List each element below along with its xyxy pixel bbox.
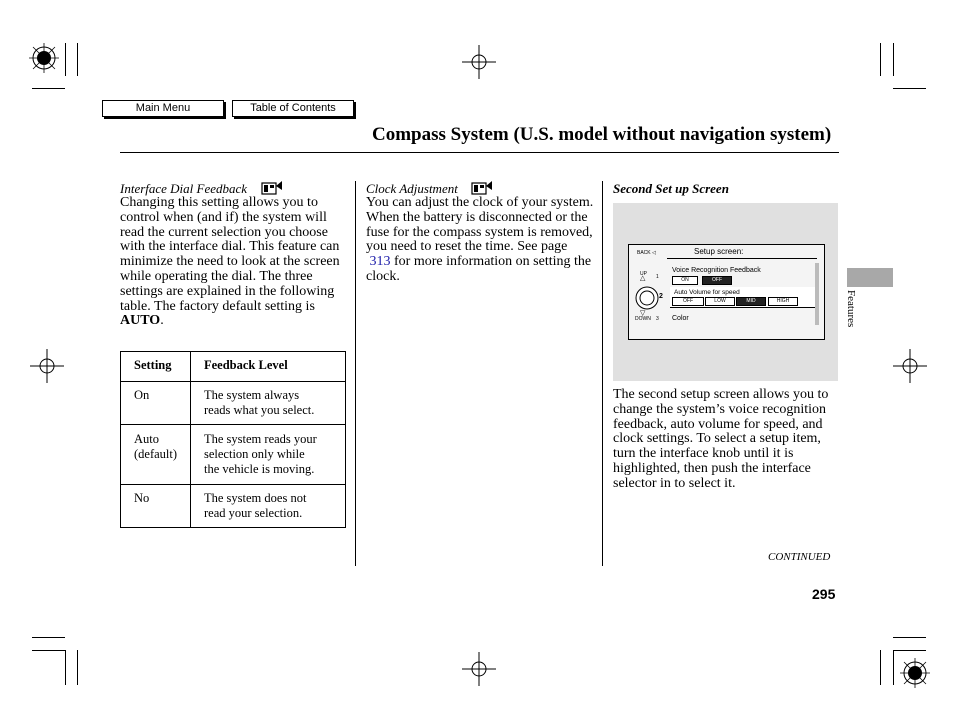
table-of-contents-button[interactable]: Table of Contents — [232, 100, 354, 117]
continued-label: CONTINUED — [768, 551, 831, 563]
up-label: UP — [640, 271, 647, 277]
voice-command-icon — [261, 180, 283, 195]
second-setup-screen-body: The second setup screen allows you to change the system’s voice recognition feedback, auto volume for speed, and clock settings. To select a setup item, turn the interface knob until it is highlighted, then push the interface selector in to select it. — [613, 387, 829, 491]
section-tab — [847, 268, 893, 287]
column-divider — [602, 181, 603, 566]
table-cell-level: The system reads your selection only while the vehicle is moving. — [204, 432, 317, 476]
second-setup-screen-heading: Second Set up Screen — [613, 181, 729, 196]
option-off: OFF — [672, 297, 704, 306]
crosshair-icon — [462, 45, 496, 79]
down-arrow-icon: ▽ — [640, 310, 646, 317]
features-side-label: Features — [845, 290, 857, 328]
voice-recognition-feedback-item: Voice Recognition Feedback — [672, 267, 761, 274]
crosshair-icon — [893, 349, 927, 383]
back-label: BACK ◁ — [637, 250, 656, 256]
registration-target-icon — [899, 657, 931, 689]
feedback-settings-table — [120, 351, 346, 528]
main-menu-button[interactable]: Main Menu — [102, 100, 224, 117]
table-header-setting: Setting — [134, 358, 172, 372]
up-arrow-icon: △ — [640, 275, 646, 282]
table-cell-setting: No — [134, 491, 150, 505]
item-number: 2 — [659, 293, 663, 300]
table-header-feedback-level: Feedback Level — [204, 358, 288, 372]
option-mid-selected: MID — [736, 297, 766, 306]
item-number: 1 — [656, 274, 659, 280]
crosshair-icon — [462, 652, 496, 686]
table-cell-level: The system does not read your selection. — [204, 491, 307, 520]
down-label: DOWN — [635, 316, 651, 322]
clock-adjustment-body: You can adjust the clock of your system. When the battery is disconnected or the fuse for the compass system is removed, you need to reset the time. See page 313 for more information on setting the clock. — [366, 195, 594, 284]
color-item: Color — [672, 315, 689, 322]
auto-volume-item: Auto Volume for speed — [674, 289, 740, 296]
setup-screen-display — [628, 244, 825, 340]
title-rule — [120, 152, 839, 153]
registration-target-icon — [28, 42, 60, 74]
option-high: HIGH — [768, 297, 798, 306]
interface-dial-feedback-heading: Interface Dial Feedback — [120, 181, 248, 196]
voice-command-icon — [471, 180, 493, 195]
column-divider — [355, 181, 356, 566]
clock-adjustment-heading: Clock Adjustment — [366, 181, 458, 196]
setup-screen-title: Setup screen: — [694, 247, 744, 256]
table-cell-level: The system always reads what you select. — [204, 388, 315, 417]
page-number: 295 — [812, 586, 836, 602]
crosshair-icon — [30, 349, 64, 383]
page-313-link[interactable]: 313 — [369, 254, 391, 270]
option-on: ON — [672, 276, 698, 285]
option-off-selected: OFF — [702, 276, 732, 285]
page-title: Compass System (U.S. model without navigation system) — [372, 124, 832, 145]
table-cell-setting: Auto (default) — [134, 432, 178, 461]
table-cell-setting: On — [134, 388, 150, 402]
option-low: LOW — [705, 297, 735, 306]
interface-dial-feedback-body: Changing this setting allows you to control when (and if) the system will read the current selection you choose with the interface dial. This feature can minimize the need to look at the screen while operating the dial. The three settings are explained in the following table. The factory default setting is AUTO. — [120, 195, 340, 329]
scrollbar — [815, 263, 819, 325]
item-number: 3 — [656, 316, 659, 322]
